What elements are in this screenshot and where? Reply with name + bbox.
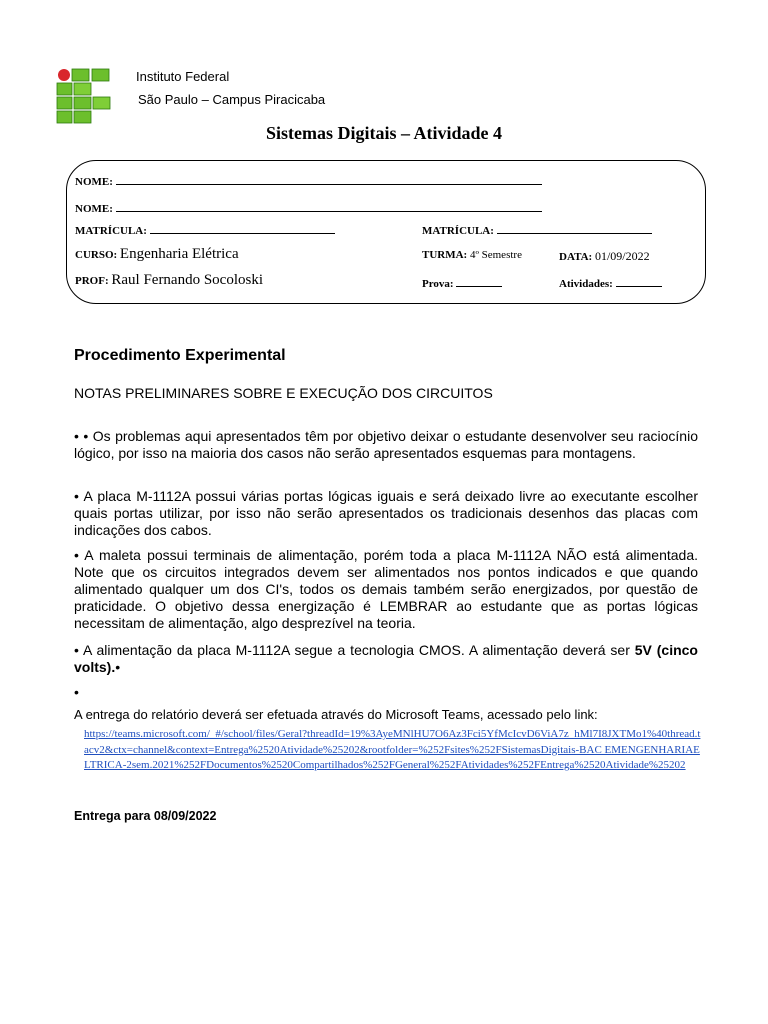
bullet-paragraph-5: • xyxy=(74,684,79,700)
bullet4-voltage: 5V (cinco volts). xyxy=(74,642,698,675)
prof-value: Raul Fernando Socoloski xyxy=(111,272,264,288)
bullet4-text: • A alimentação da placa M-1112A segue a tecnologia CMOS. A alimentação deverá ser xyxy=(74,642,635,658)
nome-label: NOME xyxy=(75,176,110,188)
nome-row-1: NOME: xyxy=(75,174,542,188)
bullet-paragraph-2: • A placa M-1112A possui várias portas lógicas iguais e será deixado livre ao executante escolher quais portas utilizar, por isso não serão apresentados os tradicionais desenhos das placas com indicações dos cabos. xyxy=(74,488,698,538)
section-heading: Procedimento Experimental xyxy=(74,347,286,364)
section-subheading: NOTAS PRELIMINARES SOBRE E EXECUÇÃO DOS CIRCUITOS xyxy=(74,385,493,401)
turma-label: TURMA: xyxy=(422,249,468,261)
matricula-row-1 xyxy=(75,223,335,237)
prova-field[interactable] xyxy=(456,276,502,287)
matricula-label: MATRÍCULA: xyxy=(422,225,494,237)
matricula-row-2 xyxy=(422,223,652,237)
bullet-paragraph-4 xyxy=(74,642,698,676)
teams-link[interactable]: https://teams.microsoft.com/_#/school/files/Geral?threadId=19%3AyeMNlHU7O6Az3Fci5YfMcIcvD6ViA7z_hMl7I8JXTMo1%40thread.tacv2&ctx=channel&context=Entrega%2520Atividade%25202&rootfolder=%252Fsites%252FSistemasDigitais-BAC EMENGENHARIAELTRICA-2sem.2021%252FDocumentos%2520Compartilhados%252FGeneral%252FAtividades%252FEntrega%2520Atividade%25202 xyxy=(84,728,701,771)
atividades-label: Atividades: xyxy=(559,278,613,290)
data-label: DATA: xyxy=(559,251,593,263)
atividades-row xyxy=(559,276,662,290)
institution-name: Instituto Federal xyxy=(136,69,230,84)
deadline: Entrega para 08/09/2022 xyxy=(74,809,217,823)
atividades-field[interactable] xyxy=(616,276,662,287)
nome-row-2: NOME: xyxy=(75,201,542,215)
matricula-label: MATRÍCULA: xyxy=(75,225,147,237)
data-row xyxy=(559,249,650,264)
bullet-paragraph-1: • • Os problemas aqui apresentados têm por objetivo deixar o estudante desenvolver seu raciocínio lógico, por isso na maioria dos casos não serão apresentados esquemas para montagens. xyxy=(74,428,698,461)
nome-field-2[interactable] xyxy=(116,201,542,212)
bullet4-end: • xyxy=(115,659,121,675)
turma-row xyxy=(422,249,522,261)
data-value: 01/09/2022 xyxy=(594,249,650,263)
prova-label: Prova: xyxy=(422,278,454,290)
matricula-field-1[interactable] xyxy=(150,223,335,234)
bullet-paragraph-3: • A maleta possui terminais de alimentação, porém toda a placa M-1112A NÃO está alimentada. Note que os circuitos integrados devem ser alimentados nos pontos indicados e que quando alimentado qualquer um dos CI's, todos os demais também serão energizados, por questão de praticidade. O objetivo dessa energização é LEMBRAR ao estudante que as portas lógicas necessitam de alimentação, algo desprezível na teoria. xyxy=(74,547,698,631)
document-title: Sistemas Digitais – Atividade 4 xyxy=(265,123,502,143)
turma-value: 4º Semestre xyxy=(469,249,522,261)
prof-label: PROF: xyxy=(75,275,109,287)
curso-label: CURSO: xyxy=(75,249,118,261)
matricula-field-2[interactable] xyxy=(497,223,652,234)
prof-row xyxy=(75,272,263,289)
institution-campus: São Paulo – Campus Piracicaba xyxy=(138,92,326,107)
curso-row xyxy=(75,246,239,263)
prova-row xyxy=(422,276,502,290)
nome-field-1[interactable] xyxy=(116,174,542,185)
institution-logo xyxy=(56,68,128,124)
curso-value: Engenharia Elétrica xyxy=(119,246,239,262)
delivery-instructions: A entrega do relatório deverá ser efetuada através do Microsoft Teams, acessado pelo link: xyxy=(74,707,598,722)
nome-label: NOME xyxy=(75,203,110,215)
